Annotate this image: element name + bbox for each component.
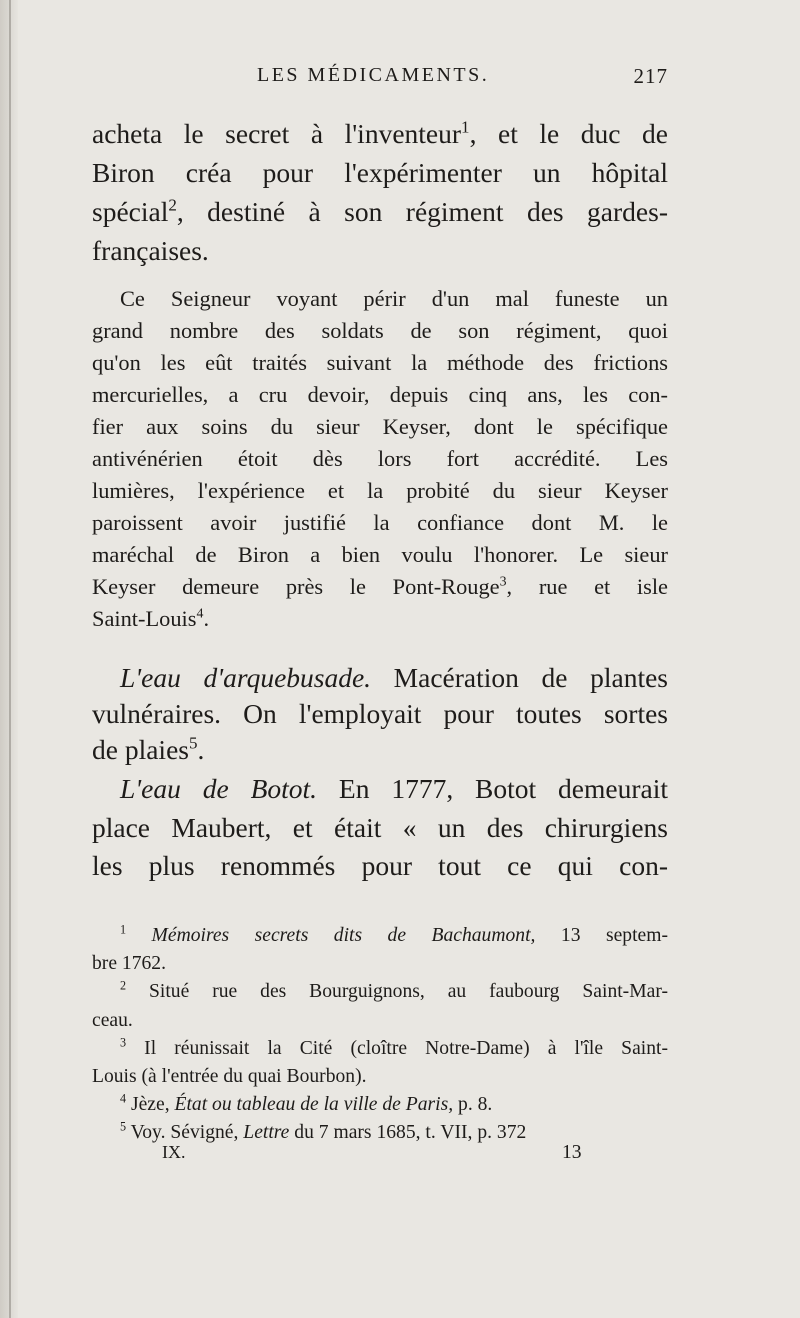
text-line: maréchal de Biron a bien voulu l'honorer. Le sieur [92, 542, 668, 567]
text-line: spécial$^2$, destiné à son régiment des gardes- [92, 195, 668, 227]
text-line: Biron créa pour l'expérimenter un hôpital [92, 157, 668, 188]
footnote-ref: 4 [196, 606, 204, 622]
text-line: antivénérien étoit dès lors fort accrédité. Les [92, 446, 668, 471]
text-line: fier aux soins du sieur Keyser, dont le spécifique [92, 414, 668, 439]
text-line: grand nombre des soldats de son régiment, quoi [92, 318, 668, 343]
footnote-2: $^2$ Situé rue des Bourguignons, au faubourg Saint-Mar- [120, 978, 668, 1003]
entry-title: L'eau d'arquebusade. [120, 662, 372, 693]
footnote-3-cont: Louis (à l'entrée du quai Bourbon). [92, 1066, 367, 1088]
footnote-1-cont: bre 1762. [92, 953, 167, 975]
footnote-2-cont: ceau. [92, 1009, 133, 1031]
text-line: qu'on les eût traités suivant la méthode des frictions [92, 350, 668, 375]
footnote-5: $^5$ Voy. Sévigné, Lettre du 7 mars 1685, t. VII, p. 372 [120, 1119, 527, 1144]
page-header [92, 64, 668, 98]
signature-number: 13 [562, 1142, 582, 1163]
text-line: vulnéraires. On l'employait pour toutes sortes [92, 698, 668, 729]
text-line: françaises. [92, 235, 209, 266]
text-line: place Maubert, et était « un des chirurgiens [92, 811, 668, 843]
footnotes [92, 922, 668, 1148]
text-line: de plaies$^5$. [92, 733, 205, 765]
text-line: Keyser demeure près le Pont-Rouge$^3$, rue et isle [92, 574, 668, 599]
text-line: Saint-Louis$^4$. [92, 606, 210, 631]
footnote-ref: 2 [168, 195, 177, 215]
text-line: acheta le secret à l'inventeur$^1$, et le duc de [92, 117, 668, 149]
footnote-4: $^4$ Jèze, État ou tableau de la ville de Paris, p. 8. [120, 1091, 493, 1116]
text-line: Ce Seigneur voyant périr d'un mal funeste un [120, 286, 668, 311]
entry-title: L'eau de Botot. [120, 773, 318, 804]
text-line: paroissent avoir justifié la confiance dont M. le [92, 510, 668, 535]
signature-mark: IX. [162, 1142, 186, 1162]
text-line: mercurielles, a cru devoir, depuis cinq ans, les con- [92, 382, 668, 407]
text-line: L'eau de Botot. En 1777, Botot demeurait [120, 773, 668, 804]
text-line: L'eau d'arquebusade. Macération de plantes [120, 662, 668, 693]
footnote-ref: 5 [188, 733, 198, 753]
text-line: les plus renommés pour tout ce qui con- [92, 850, 668, 881]
footnote-ref: 3 [499, 574, 507, 590]
footnote-1: $^1$ Mémoires secrets dits de Bachaumont, 13 septem- [120, 922, 668, 946]
paragraph-2 [92, 283, 668, 635]
paragraph-1 [92, 114, 668, 270]
gutter-line [9, 0, 11, 1318]
footnote-3: $^3$ Il réunissait la Cité (cloître Notre-Dame) à l'île Saint- [120, 1035, 668, 1059]
page-number: 217 [633, 64, 668, 88]
running-head: LES MÉDICAMENTS. [257, 64, 490, 86]
footnote-ref: 1 [461, 117, 470, 137]
text-line: lumières, l'expérience et la probité du sieur Keyser [92, 478, 668, 503]
paragraph-3 [92, 660, 668, 768]
paragraph-4 [92, 770, 668, 886]
